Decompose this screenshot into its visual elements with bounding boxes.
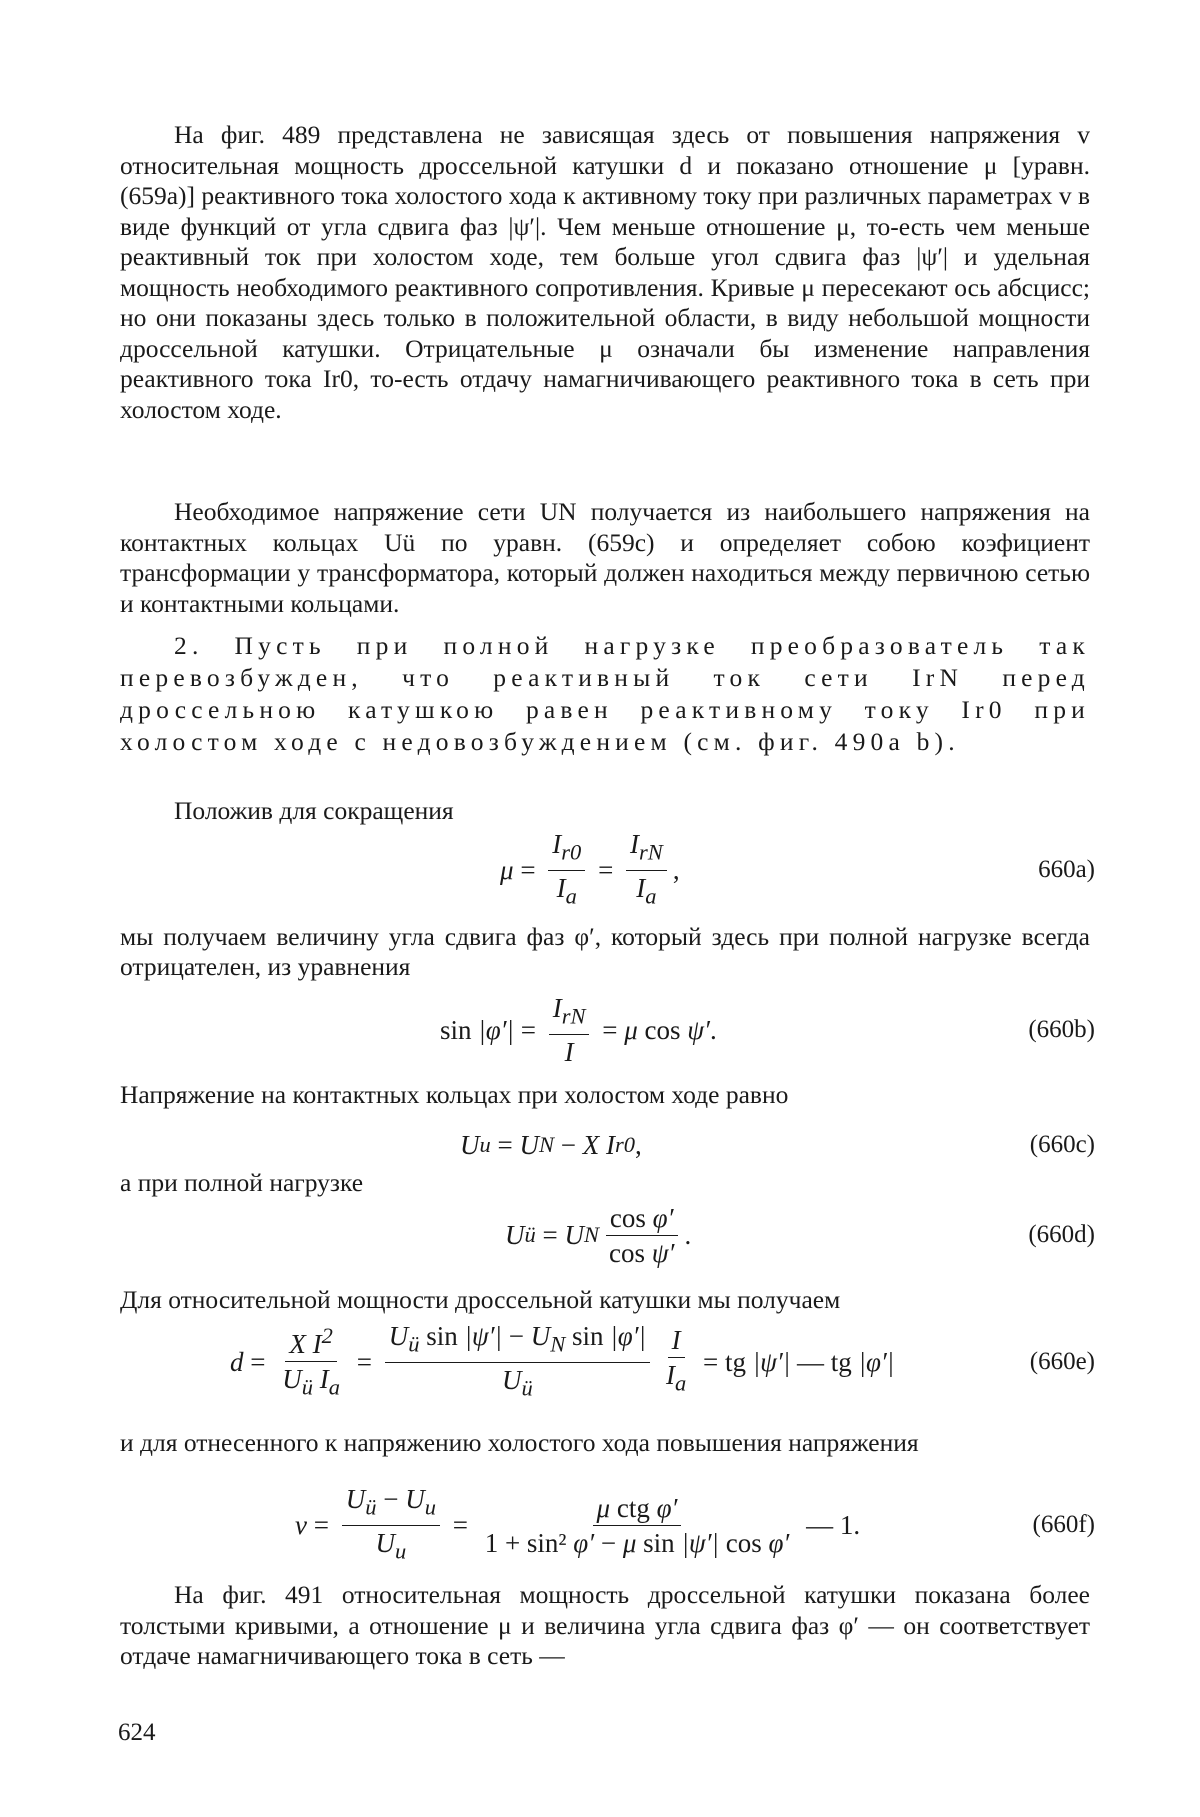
equation-660b-formula: sin |φ′| = IrN I = μ cos ψ′ . bbox=[440, 990, 717, 1070]
equation-660d-number: (660d) bbox=[1028, 1195, 1095, 1275]
equation-660f-number: (660f) bbox=[1033, 1485, 1095, 1565]
equation-660e-number: (660e) bbox=[1030, 1322, 1095, 1402]
equation-660e-formula: d = X I2 Uü Ia = Uü sin |ψ′| − UN sin |φ′| Uü I Ia = tg |ψ′| — tg |φ′| bbox=[230, 1322, 894, 1402]
equation-660d bbox=[0, 1195, 1200, 1275]
paragraph-full-load: а при полной нагрузке bbox=[120, 1168, 1090, 1198]
page-number: 624 bbox=[118, 1719, 156, 1747]
equation-660e bbox=[0, 1322, 1200, 1402]
equation-660c-number: (660c) bbox=[1030, 1115, 1095, 1175]
equation-660b bbox=[0, 990, 1200, 1070]
equation-660d-formula: U ü = U N cos φ′ cos ψ′ . bbox=[505, 1195, 691, 1275]
equation-660a bbox=[0, 830, 1200, 910]
equation-660b-number: (660b) bbox=[1028, 990, 1095, 1070]
paragraph-case-2: 2. Пусть при полной нагрузке преобразователь так перевозбужден, что реактивный ток сети IrN перед дроссельною катушкою равен реактивному току Ir0 при холостом ходе с недовозбуждением (см. фиг. 490a b). bbox=[120, 630, 1090, 758]
equation-660f bbox=[0, 1485, 1200, 1565]
paragraph-abbreviation: Положив для сокращения bbox=[120, 796, 1090, 826]
equation-660a-number: 660a) bbox=[1038, 830, 1095, 910]
paragraph-fig-491: На фиг. 491 относительная мощность дроссельной катушки показана более толстыми кривыми, а отношение μ и величина угла сдвига фаз φ′ — он соответствует отдаче намагничивающего тока в сеть — bbox=[120, 1580, 1090, 1672]
paragraph-fig-489: На фиг. 489 представлена не зависящая здесь от повышения напряжения v относительная мощность дроссельной катушки d и показано отношение μ [уравн. (659a)] реактивного тока холостого хода к активному току при различных параметрах v в виде функций от угла сдвига фаз |ψ′|. Чем меньше отношение μ, то-есть чем меньше реактивный ток при холостом ходе, тем больше угол сдвига фаз |ψ′| и удельная мощность необходимого реактивного сопротивления. Кривые μ пересекают ось абсцисс; но они показаны здесь только в положительной области, в виду небольшой мощности дроссельной катушки. Отрицательные μ означали бы изменение направления реактивного тока Ir0, то-есть отдачу намагничивающего реактивного тока в сеть при холостом ходе. bbox=[120, 120, 1090, 425]
paragraph-voltage-rise: и для отнесенного к напряжению холостого хода повышения напряжения bbox=[120, 1428, 1090, 1458]
paragraph-phase-angle: мы получаем величину угла сдвига фаз φ′, который здесь при полной нагрузке всегда отрицателен, из уравнения bbox=[120, 922, 1090, 982]
paragraph-no-load-voltage: Напряжение на контактных кольцах при холостом ходе равно bbox=[120, 1080, 1090, 1110]
paragraph-network-voltage: Необходимое напряжение сети UN получается из наибольшего напряжения на контактных кольцах Uü по уравн. (659c) и определяет собою коэфициент трансформации у трансформатора, который должен находиться между первичною сетью и контактными кольцами. bbox=[120, 497, 1090, 619]
equation-660a-formula: μ = Ir0 Ia = IrN Ia , bbox=[500, 830, 680, 910]
equation-660c bbox=[0, 1115, 1200, 1175]
equation-660f-formula: v = Uü − Uu Uu = μ ctg φ′ 1 + sin² φ′ − μ sin |ψ′| cos φ′ — 1. bbox=[295, 1485, 860, 1565]
paragraph-relative-power: Для относительной мощности дроссельной катушки мы получаем bbox=[120, 1285, 1090, 1315]
equation-660c-formula: U u = U N − X I r0 , bbox=[460, 1115, 642, 1175]
document-page bbox=[0, 0, 1200, 1817]
